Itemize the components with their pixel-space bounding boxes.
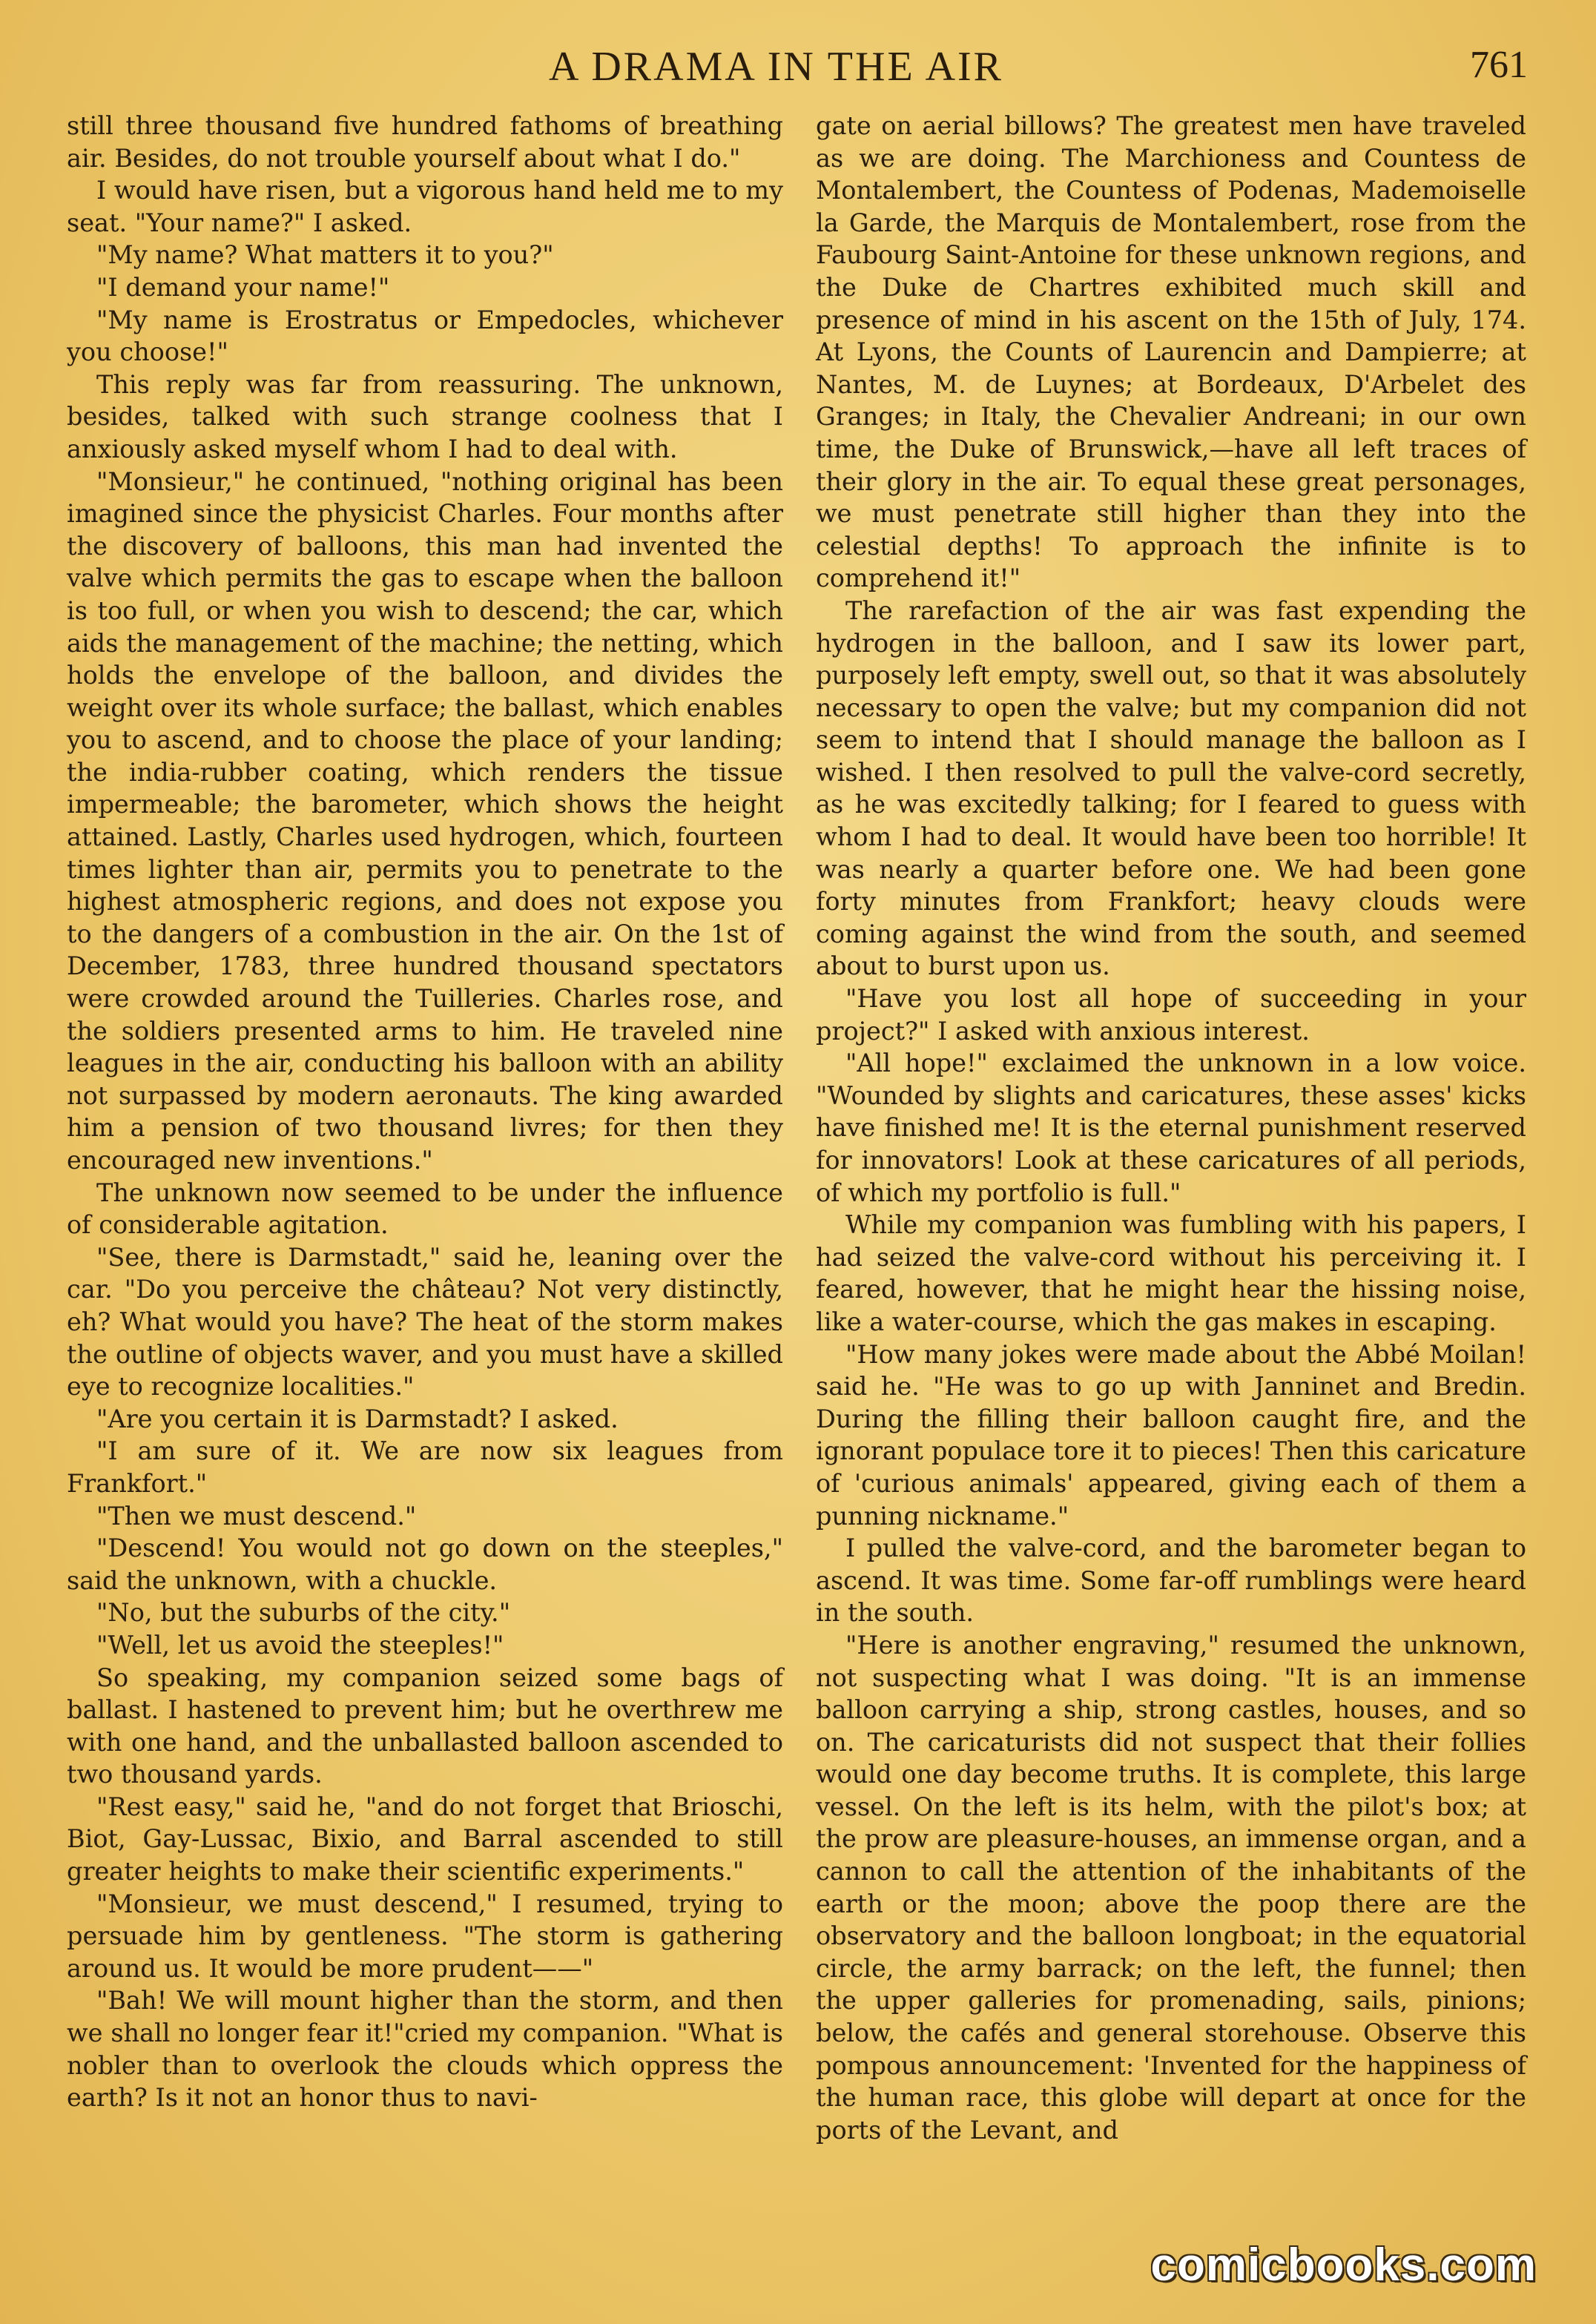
paragraph: The rarefaction of the air was fast expending the hydrogen in the balloon, and I saw its lower part, purposely left empty, swell out, so that it was absolutely necessary to open the valve; but my companion did not seem to intend that I should manage the balloon as I wished. I then resolved to pull the valve-cord secretly, as he was excitedly talking; for I feared to guess with whom I had to deal. It would have been too horrible! It was nearly a quarter before one. We had been gone forty minutes from Frankfort; heavy clouds were coming against the wind from the south, and seemed about to burst upon us. [816, 595, 1526, 981]
paragraph: "See, there is Darmstadt," said he, leaning over the car. "Do you perceive the château? Not very distinctly, eh? What would you have? The heat of the storm makes the outline of objects waver, and you must have a skilled eye to recognize localities." [67, 1242, 783, 1402]
paragraph: still three thousand five hundred fathoms of breathing air. Besides, do not trouble yourself about what I do." [67, 111, 783, 173]
paragraph: gate on aerial billows? The greatest men have traveled as we are doing. The Marchioness and Countess de Montalembert, the Countess of Podenas, Mademoiselle la Garde, the Marquis de Montalembert, rose from the Faubourg Saint-Antoine for these unknown regions, and the Duke de Chartres exhibited much skill and presence of mind in his ascent on the 15th of July, 174. At Lyons, the Counts of Laurencin and Dampierre; at Nantes, M. de Luynes; at Bordeaux, D'Arbelet des Granges; in Italy, the Chevalier Andreani; in our own time, the Duke of Brunswick,—have all left traces of their glory in the air. To equal these great personages, we must penetrate still higher than they into the celestial depths! To approach the infinite is to comprehend it!" [816, 111, 1526, 593]
paragraph: "My name is Erostratus or Empedocles, whichever you choose!" [67, 305, 783, 367]
paragraph: "How many jokes were made about the Abbé Moilan! said he. "He was to go up with Janninet and Bredin. During the filling their balloon caught fire, and the ignorant populace tore it to pieces! Then this caricature of 'curious animals' appeared, giving each of them a punning nickname." [816, 1339, 1526, 1531]
paragraph: While my companion was fumbling with his papers, I had seized the valve-cord without his perceiving it. I feared, however, that he might hear the hissing noise, like a water-course, which the gas makes in escaping. [816, 1210, 1526, 1336]
paragraph: "Well, let us avoid the steeples!" [96, 1630, 504, 1660]
paragraph: "Bah! We will mount higher than the storm, and then we shall no longer fear it!"cried my companion. "What is nobler than to overlook the clouds which oppress the earth? Is it not an honor thus to navi- [67, 1986, 783, 2113]
page-number: 761 [1470, 44, 1528, 86]
paragraph: This reply was far from reassuring. The unknown, besides, talked with such strange coolness that I anxiously asked myself whom I had to deal with. [67, 369, 783, 463]
paragraph: "Rest easy," said he, "and do not forget that Brioschi, Biot, Gay-Lussac, Bixio, and Barral ascended to still greater heights to make their scientific experiments." [67, 1792, 783, 1886]
running-title: A DRAMA IN THE AIR [549, 44, 1004, 90]
paragraph: "Here is another engraving," resumed the unknown, not suspecting what I was doing. "It is an immense balloon carrying a ship, strong castles, houses, and so on. The caricaturists did not suspect that their follies would one day become truths. It is complete, this large vessel. On the left is its helm, with the pilot's box; at the prow are pleasure-houses, an immense organ, and a cannon to call the attention of the inhabitants of the earth or the moon; above the poop there are the observatory and the balloon longboat; in the equatorial circle, the army barrack; on the left, the funnel; then the upper galleries for promenading, sails, pinions; below, the cafés and general storehouse. Observe this pompous announcement: 'Invented for the happiness of the human race, this globe will depart at once for the ports of the Levant, and [816, 1630, 1526, 2145]
paragraph: "Descend! You would not go down on the steeples," said the unknown, with a chuckle. [67, 1534, 783, 1595]
paragraph: The unknown now seemed to be under the influence of considerable agitation. [67, 1178, 783, 1240]
paragraph: "Are you certain it is Darmstadt? I asked. [96, 1404, 619, 1433]
paragraph: "I am sure of it. We are now six leagues from Frankfort." [67, 1436, 783, 1498]
paragraph: "My name? What matters it to you?" [96, 240, 554, 270]
paragraph: "All hope!" exclaimed the unknown in a low voice. "Wounded by slights and caricatures, these asses' kicks have finished me! It is the eternal punishment reserved for innovators! Look at these caricatures of all periods, of which my portfolio is full." [816, 1049, 1526, 1207]
left-column [67, 110, 783, 2114]
paragraph: "Monsieur," he continued, "nothing original has been imagined since the physicist Charles. Four months after the discovery of balloons, this man had invented the valve which permits the gas to escape when the balloon is too full, or when you wish to descend; the car, which aids the management of the machine; the netting, which holds the envelope of the balloon, and divides the weight over its whole surface; the ballast, which enables you to ascend, and to choose the place of your landing; the india-rubber coating, which renders the tissue impermeable; the barometer, which shows the height attained. Lastly, Charles used hydrogen, which, fourteen times lighter than air, permits you to penetrate to the highest atmospheric regions, and does not expose you to the dangers of a combustion in the air. On the 1st of December, 1783, three hundred thousand spectators were crowded around the Tuilleries. Charles rose, and the soldiers presented arms to him. He traveled nine leagues in the air, conducting his balloon with an ability not surpassed by modern aeronauts. The king awarded him a pension of two thousand livres; for then they encouraged new inventions." [67, 466, 784, 1175]
paragraph: "I demand your name!" [96, 272, 390, 302]
right-column [816, 110, 1526, 2146]
paragraph: "No, but the suburbs of the city." [96, 1598, 511, 1628]
paragraph: "Monsieur, we must descend," I resumed, trying to persuade him by gentleness. "The storm is gathering around us. It would be more prudent——" [67, 1889, 783, 1983]
site-watermark: comicbooks.com [1150, 2239, 1537, 2291]
paragraph: "Have you lost all hope of succeeding in your project?" I asked with anxious interest. [816, 984, 1526, 1046]
page-header [0, 39, 1596, 98]
paragraph: I pulled the valve-cord, and the barometer began to ascend. It was time. Some far-off rumblings were heard in the south. [816, 1534, 1526, 1628]
paragraph: "Then we must descend." [96, 1501, 417, 1531]
paragraph: So speaking, my companion seized some bags of ballast. I hastened to prevent him; but he overthrew me with one hand, and the unballasted balloon ascended to two thousand yards. [67, 1663, 783, 1789]
paragraph: I would have risen, but a vigorous hand held me to my seat. "Your name?" I asked. [67, 176, 783, 237]
